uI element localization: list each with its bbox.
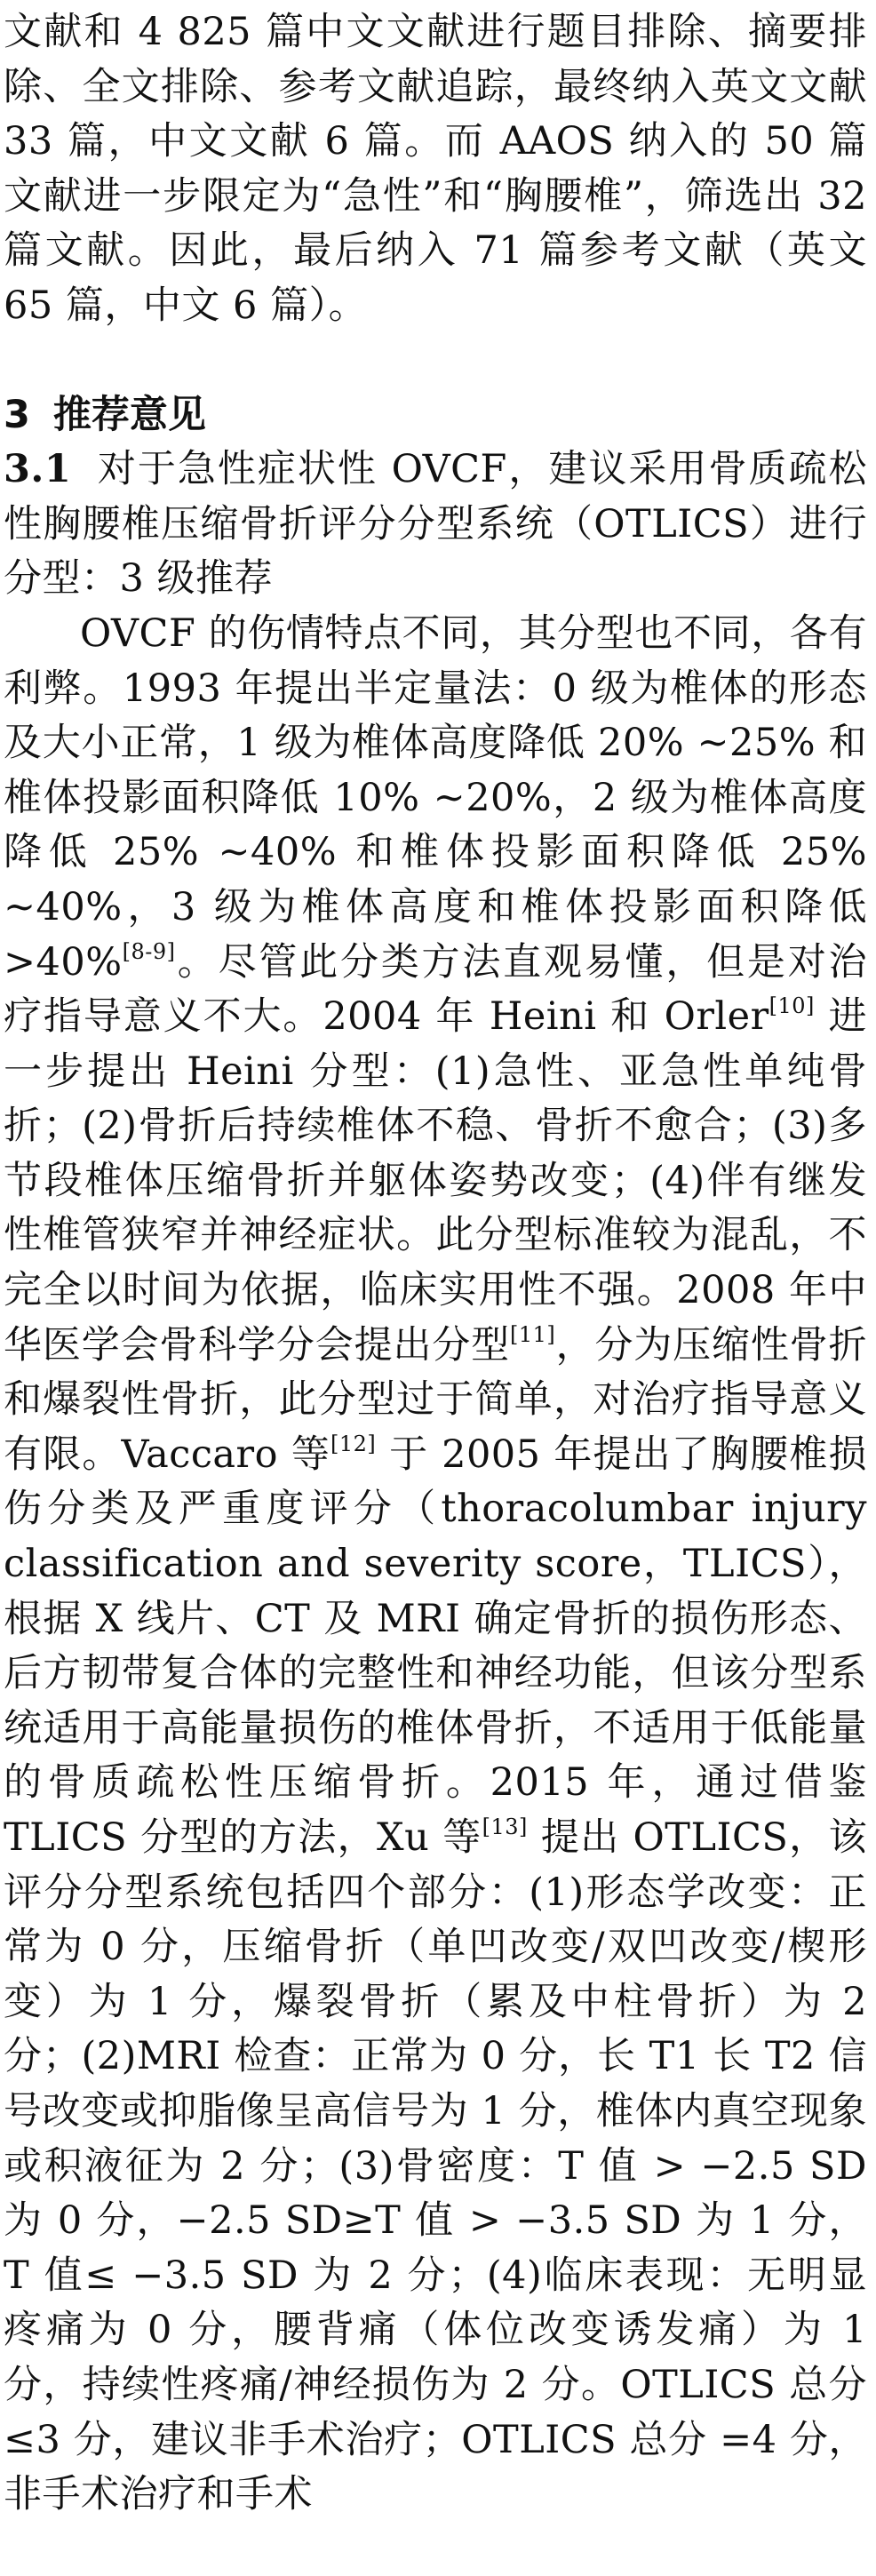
citation-8-9: [8-9] xyxy=(122,938,176,964)
body-text-2: 。尽管此分类方法直观易懂，但是对治疗指导意义不大。2004 年 Heini 和 Orler xyxy=(4,939,867,1040)
citation-12: [12] xyxy=(330,1431,377,1456)
section-title: 推荐意见 xyxy=(52,392,206,437)
section-heading xyxy=(4,388,867,443)
subsection-number: 3.1 xyxy=(4,447,72,492)
body-text-5: 于 2005 年提出了胸腰椎损伤分类及严重度评分（thoracolumbar injury classification and severity score，TLICS），根据 X 线片、CT 及 MRI 确定骨折的损伤形态、后方韧带复合体的完整性和神经功能，但该分型系统适用于高能量损伤的椎体骨折，不适用于低能量的骨质疏松性压缩骨折。2015 年，通过借鉴 TLICS 分型的方法，Xu 等 xyxy=(4,1432,868,1860)
body-text-4: ，分为压缩性骨折和爆裂性骨折，此分型过于简单，对治疗指导意义有限。Vaccaro 等 xyxy=(4,1322,868,1477)
citation-11: [11] xyxy=(509,1321,556,1347)
body-paragraph xyxy=(4,607,867,2523)
body-text-3: 进一步提出 Heini 分型：(1)急性、亚急性单纯骨折；(2)骨折后持续椎体不稳、骨折不愈合；(3)多节段椎体压缩骨折并躯体姿势改变；(4)伴有继发性椎管狭窄并神经症状。此分型标准较为混乱，不完全以时间为依据，临床实用性不强。2008 年中华医学会骨科学分会提出分型 xyxy=(4,994,867,1368)
section-spacer xyxy=(4,334,867,388)
section-number: 3 xyxy=(4,392,30,437)
intro-paragraph: 文献和 4 825 篇中文文献进行题目排除、摘要排除、全文排除、参考文献追踪，最终纳入英文文献 33 篇，中文文献 6 篇。而 AAOS 纳入的 50 篇文献进一步限定为“急性”和“胸腰椎”，筛选出 32 篇文献。因此，最后纳入 71 篇参考文献（英文 65 篇，中文 6 篇）。 xyxy=(4,10,867,328)
subsection-recommendation xyxy=(4,443,867,607)
body-text-1: OVCF 的伤情特点不同，其分型也不同，各有利弊。1993 年提出半定量法：0 级为椎体的形态及大小正常，1 级为椎体高度降低 20% ~25% 和椎体投影面积降低 10% ~20%，2 级为椎体高度降低 25% ~40% 和椎体投影面积降低 25% ~40%，3 级为椎体高度和椎体投影面积降低 >40% xyxy=(4,610,867,985)
citation-10: [10] xyxy=(768,993,815,1019)
body-text-6: 提出 OTLICS，该评分分型系统包括四个部分：(1)形态学改变：正常为 0 分，压缩骨折（单凹改变/双凹改变/楔形变）为 1 分，爆裂骨折（累及中柱骨折）为 2 分；(2)MRI 检查：正常为 0 分，长 T1 长 T2 信号改变或抑脂像呈高信号为 1 分，椎体内真空现象或积液征为 2 分；(3)骨密度：T 值 > −2.5 SD 为 0 分，−2.5 SD≥T 值 > −3.5 SD 为 1 分，T 值≤ −3.5 SD 为 2 分；(4)临床表现：无明显疼痛为 0 分，腰背痛（体位改变诱发痛）为 1 分，持续性疼痛/神经损伤为 2 分。OTLICS 总分≤3 分，建议非手术治疗；OTLICS 总分 =4 分，非手术治疗和手术 xyxy=(4,1815,867,2517)
citation-13: [13] xyxy=(482,1814,528,1839)
subsection-text: 对于急性症状性 OVCF，建议采用骨质疏松性胸腰椎压缩骨折评分分型系统（OTLICS）进行分型：3 级推荐 xyxy=(4,447,867,602)
